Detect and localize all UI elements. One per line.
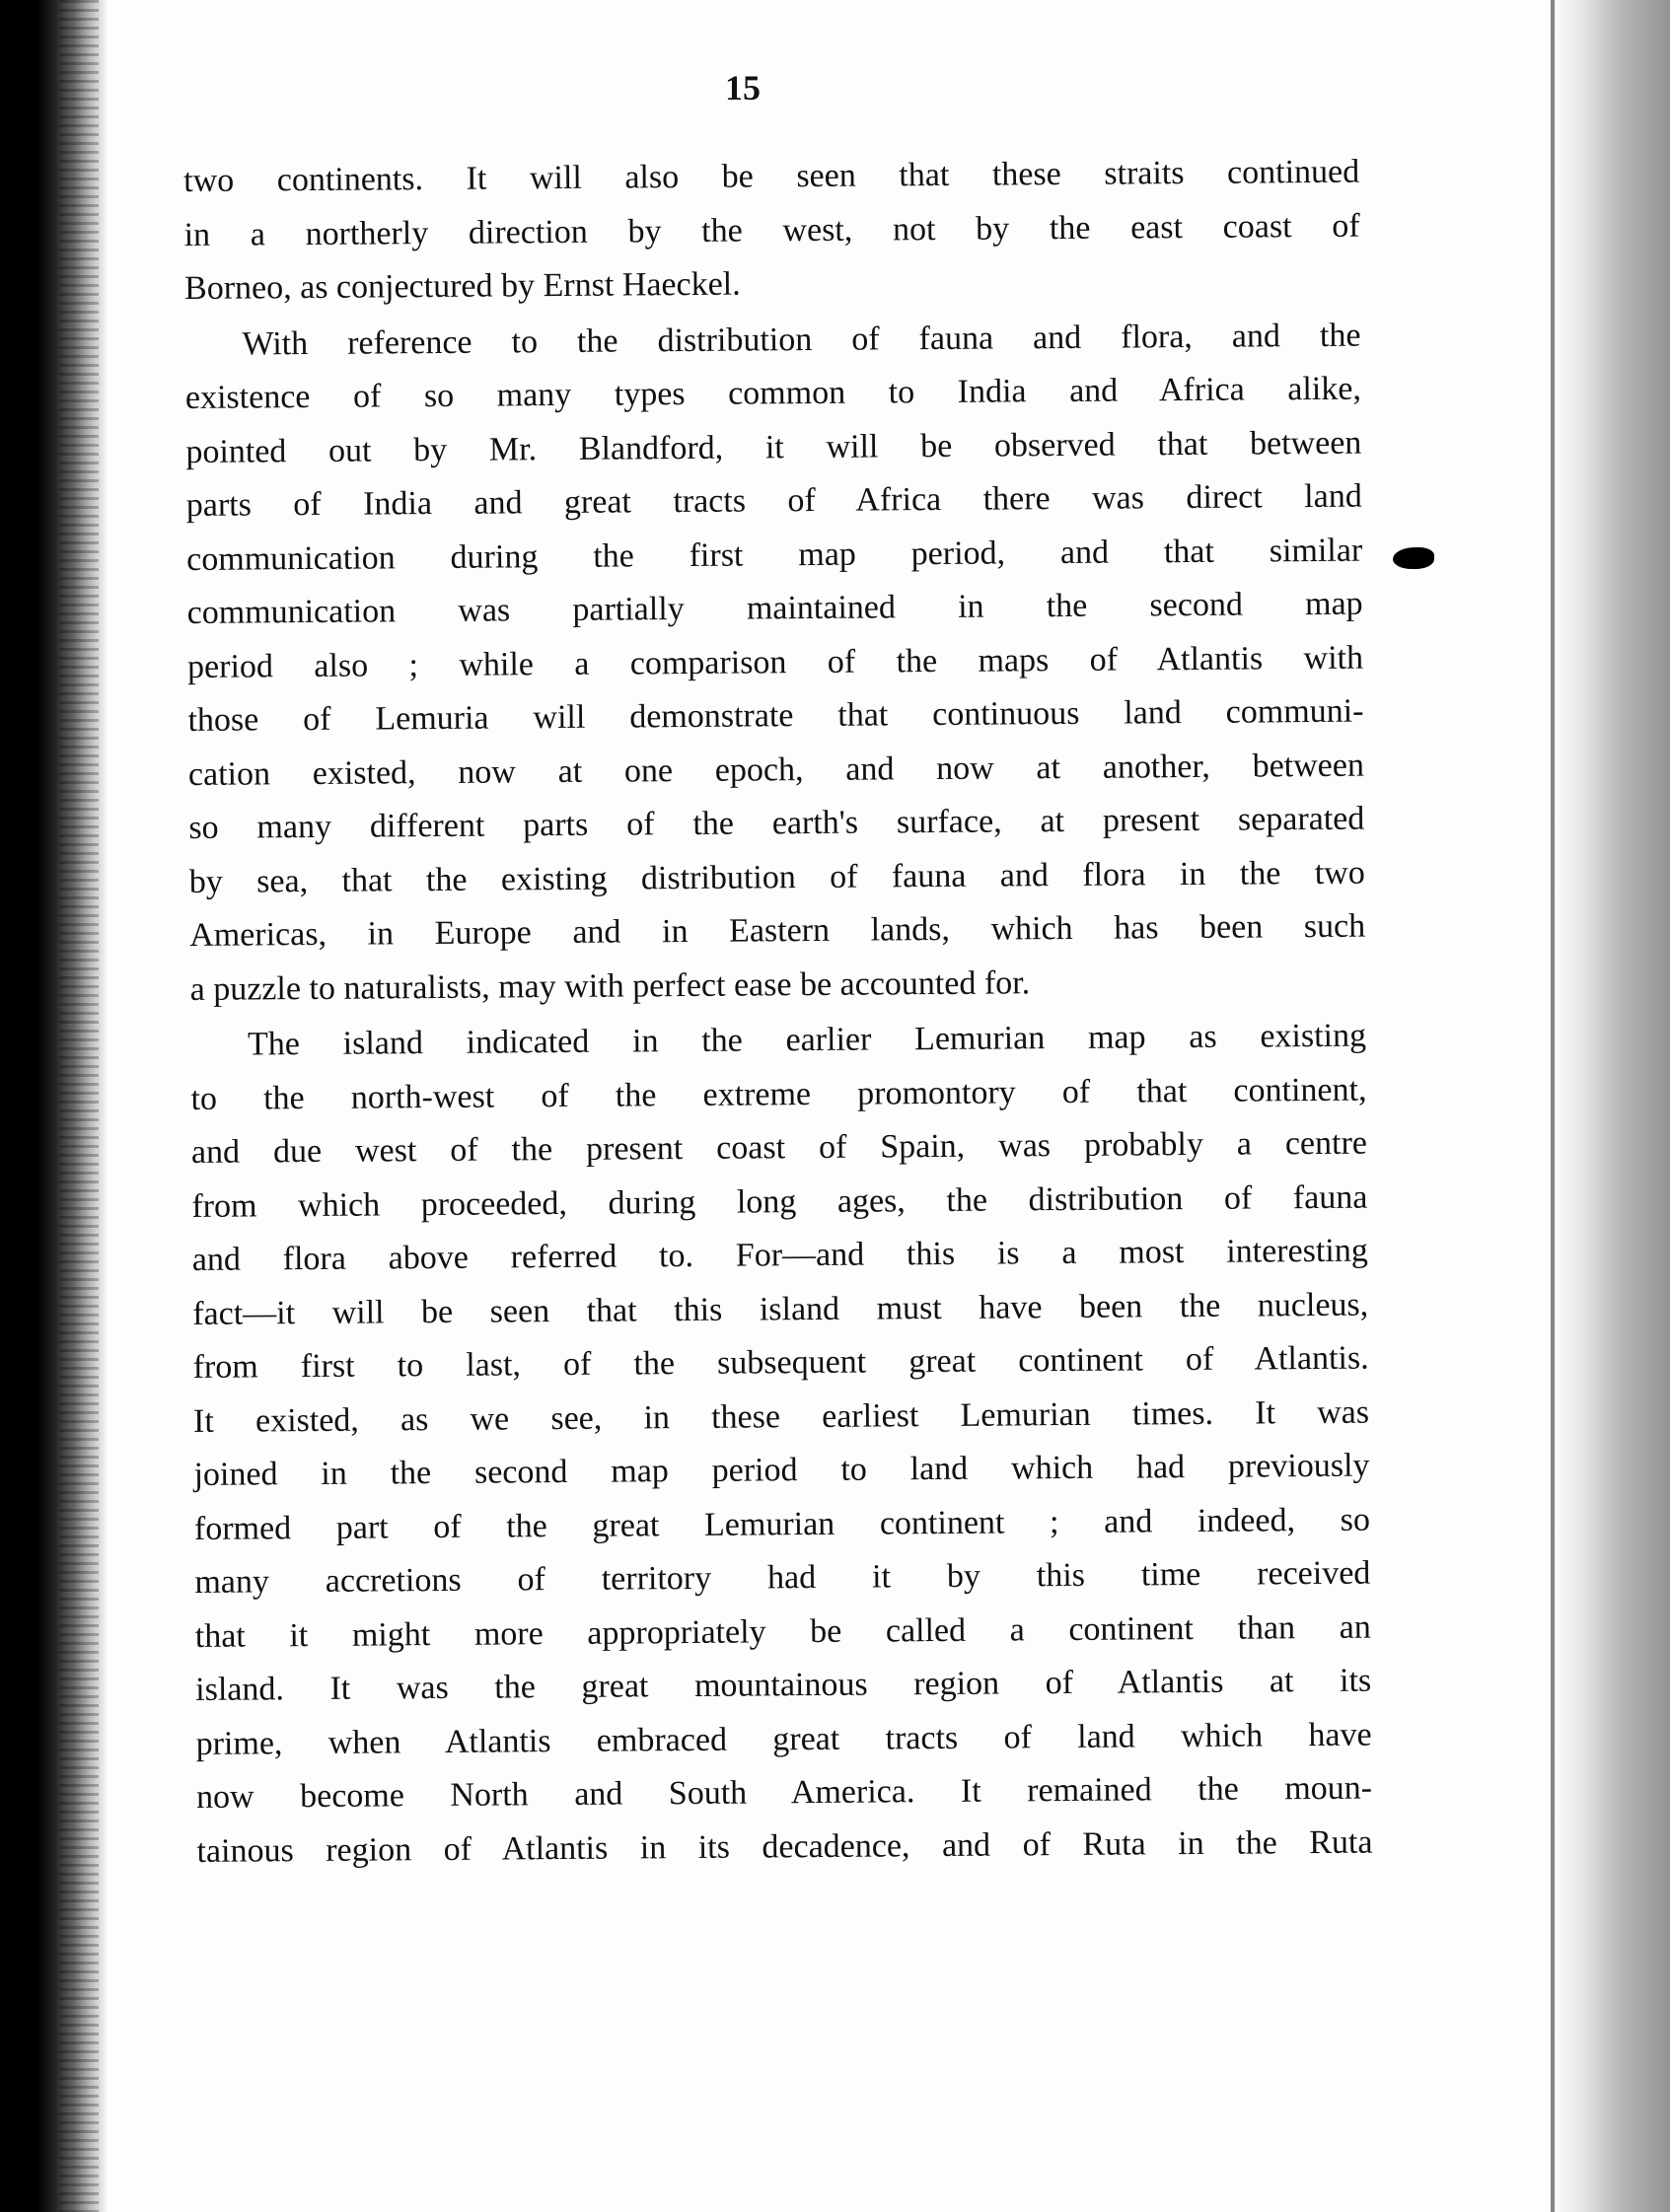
- text-line: It existed, as we see, in these earliest Lemurian times. It was: [192, 1393, 1370, 1440]
- text-line: in a northerly direction by the west, not by the east coast of: [183, 207, 1360, 253]
- paragraph: [183, 146, 1360, 317]
- text-line: island. It was the great mountainous region of Atlantis at its: [195, 1662, 1372, 1708]
- text-line: a puzzle to naturalists, may with perfect ease be accounted for.: [189, 963, 1031, 1008]
- text-line: With reference to the distribution of fauna and flora, and the: [242, 317, 1361, 363]
- text-line: that it might more appropriately be called a continent than an: [194, 1608, 1371, 1655]
- ink-blot: [1393, 547, 1434, 569]
- text-line: pointed out by Mr. Blandford, it will be observed that between: [185, 424, 1362, 470]
- text-line: and due west of the present coast of Spain, was probably a centre: [190, 1124, 1368, 1171]
- scan-right-edge-shadow: [1552, 0, 1670, 2212]
- text-line: many accretions of territory had it by this time received: [194, 1554, 1371, 1601]
- text-line: communication was partially maintained in the second map: [186, 585, 1363, 631]
- text-line: prime, when Atlantis embraced great tracts of land which have: [195, 1716, 1372, 1762]
- page-number: 15: [725, 68, 761, 107]
- text-line: from which proceeded, during long ages, the distribution of fauna: [191, 1178, 1368, 1225]
- text-line: and flora above referred to. For—and this is a most interesting: [191, 1232, 1368, 1278]
- text-line: from first to last, of the subsequent great continent of Atlantis.: [192, 1339, 1369, 1386]
- scan-gutter-line: [1551, 0, 1555, 2212]
- text-line: The island indicated in the earlier Lemurian map as existing: [247, 1017, 1367, 1063]
- text-line: parts of India and great tracts of Africa there was direct land: [185, 477, 1362, 524]
- text-line: Borneo, as conjectured by Ernst Haeckel.: [183, 265, 741, 307]
- text-line: now become North and South America. It remained the moun-: [195, 1769, 1373, 1816]
- paragraph: [184, 309, 1366, 1017]
- text-line: fact—it will be seen that this island must have been the nucleus,: [192, 1286, 1369, 1332]
- text-line: by sea, that the existing distribution of fauna and flora in the two: [188, 854, 1365, 900]
- text-line: to the north-west of the extreme promontory of that continent,: [190, 1071, 1367, 1117]
- text-line: existence of so many types common to India and Africa alike,: [184, 370, 1362, 416]
- text-line: those of Lemuria will demonstrate that continuous land communi-: [187, 692, 1364, 739]
- paragraph: [190, 1010, 1373, 1879]
- text-line: formed part of the great Lemurian continent ; and indeed, so: [193, 1501, 1371, 1547]
- text-line: tainous region of Atlantis in its decadence, and of Ruta in the Ruta: [196, 1823, 1373, 1870]
- text-line: cation existed, now at one epoch, and now at another, between: [187, 747, 1365, 793]
- body-text: [183, 146, 1373, 1881]
- text-line: period also ; while a comparison of the maps of Atlantis with: [186, 639, 1364, 685]
- text-line: Americas, in Europe and in Eastern lands, which has been such: [189, 907, 1366, 954]
- text-line: joined in the second map period to land which had previously: [193, 1447, 1370, 1493]
- text-line: communication during the first map period, and that similar: [186, 532, 1363, 578]
- text-line: so many different parts of the earth's surface, at present separated: [188, 800, 1365, 846]
- scan-left-edge-noise: [59, 0, 99, 2212]
- text-line: two continents. It will also be seen that these straits continued: [183, 153, 1360, 199]
